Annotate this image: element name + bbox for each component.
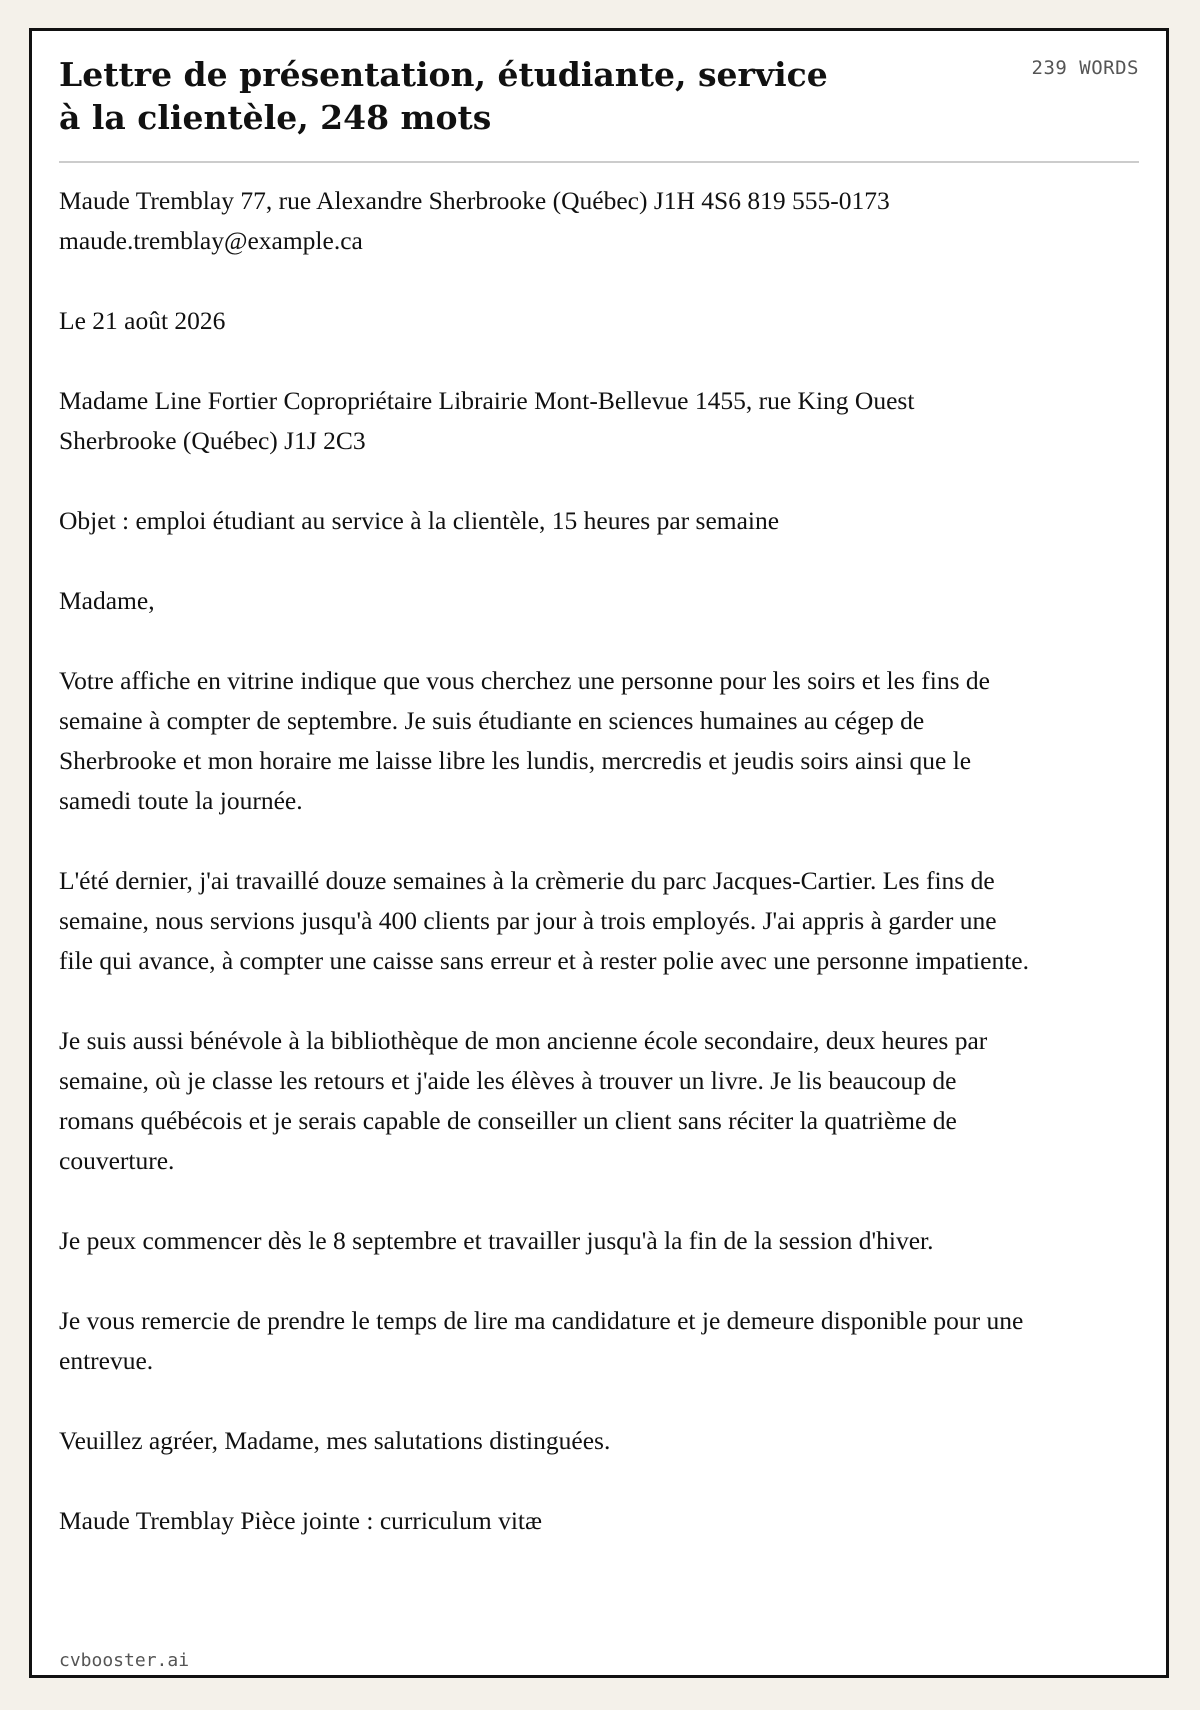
letter-subject: Objet : emploi étudiant au service à la clientèle, 15 heures par semaine (59, 506, 780, 535)
letter-body (59, 163, 1029, 1541)
letter-card (29, 28, 1169, 1678)
letter-signature: Maude Tremblay Pièce jointe : curriculum vitæ (59, 1506, 543, 1535)
recipient-block: Madame Line Fortier Copropriétaire Librairie Mont-Bellevue 1455, rue King Ouest Sherbrooke (Québec) J1J 2C3 (59, 386, 915, 455)
body-paragraph: Je vous remercie de prendre le temps de lire ma candidature et je demeure disponible pour une entrevue. (59, 1306, 1024, 1375)
body-paragraph: L'été dernier, j'ai travaillé douze semaines à la crèmerie du parc Jacques-Cartier. Les fins de semaine, nous servions jusqu'à 400 clients par jour à trois employés. J'ai appris à garder une file qui avance, à compter une caisse sans erreur et à rester polie avec une personne impatiente. (59, 866, 1029, 975)
letter-date: Le 21 août 2026 (59, 306, 226, 335)
brand-footer: cvbooster.ai (59, 1650, 190, 1671)
sender-block: Maude Tremblay 77, rue Alexandre Sherbrooke (Québec) J1H 4S6 819 555-0173 maude.tremblay@example.ca (59, 186, 890, 255)
letter-header (59, 53, 1139, 163)
letter-closing: Veuillez agréer, Madame, mes salutations distinguées. (59, 1426, 611, 1455)
page-title: Lettre de présentation, étudiante, service à la clientèle, 248 mots (59, 55, 828, 137)
word-count-badge: 239 WORDS (1031, 57, 1139, 79)
body-paragraph: Je peux commencer dès le 8 septembre et travailler jusqu'à la fin de la session d'hiver. (59, 1226, 934, 1255)
body-paragraph: Je suis aussi bénévole à la bibliothèque de mon ancienne école secondaire, deux heures par semaine, où je classe les retours et j'aide les élèves à trouver un livre. Je lis beaucoup de romans québécois et je serais capable de conseiller un client sans réciter la quatrième de couverture. (59, 1026, 988, 1175)
body-paragraph: Votre affiche en vitrine indique que vous cherchez une personne pour les soirs et les fins de semaine à compter de septembre. Je suis étudiante en sciences humaines au cégep de Sherbrooke et mon horaire me laisse libre les lundis, mercredis et jeudis soirs ainsi que le samedi toute la journée. (59, 666, 990, 815)
letter-salutation: Madame, (59, 586, 155, 615)
